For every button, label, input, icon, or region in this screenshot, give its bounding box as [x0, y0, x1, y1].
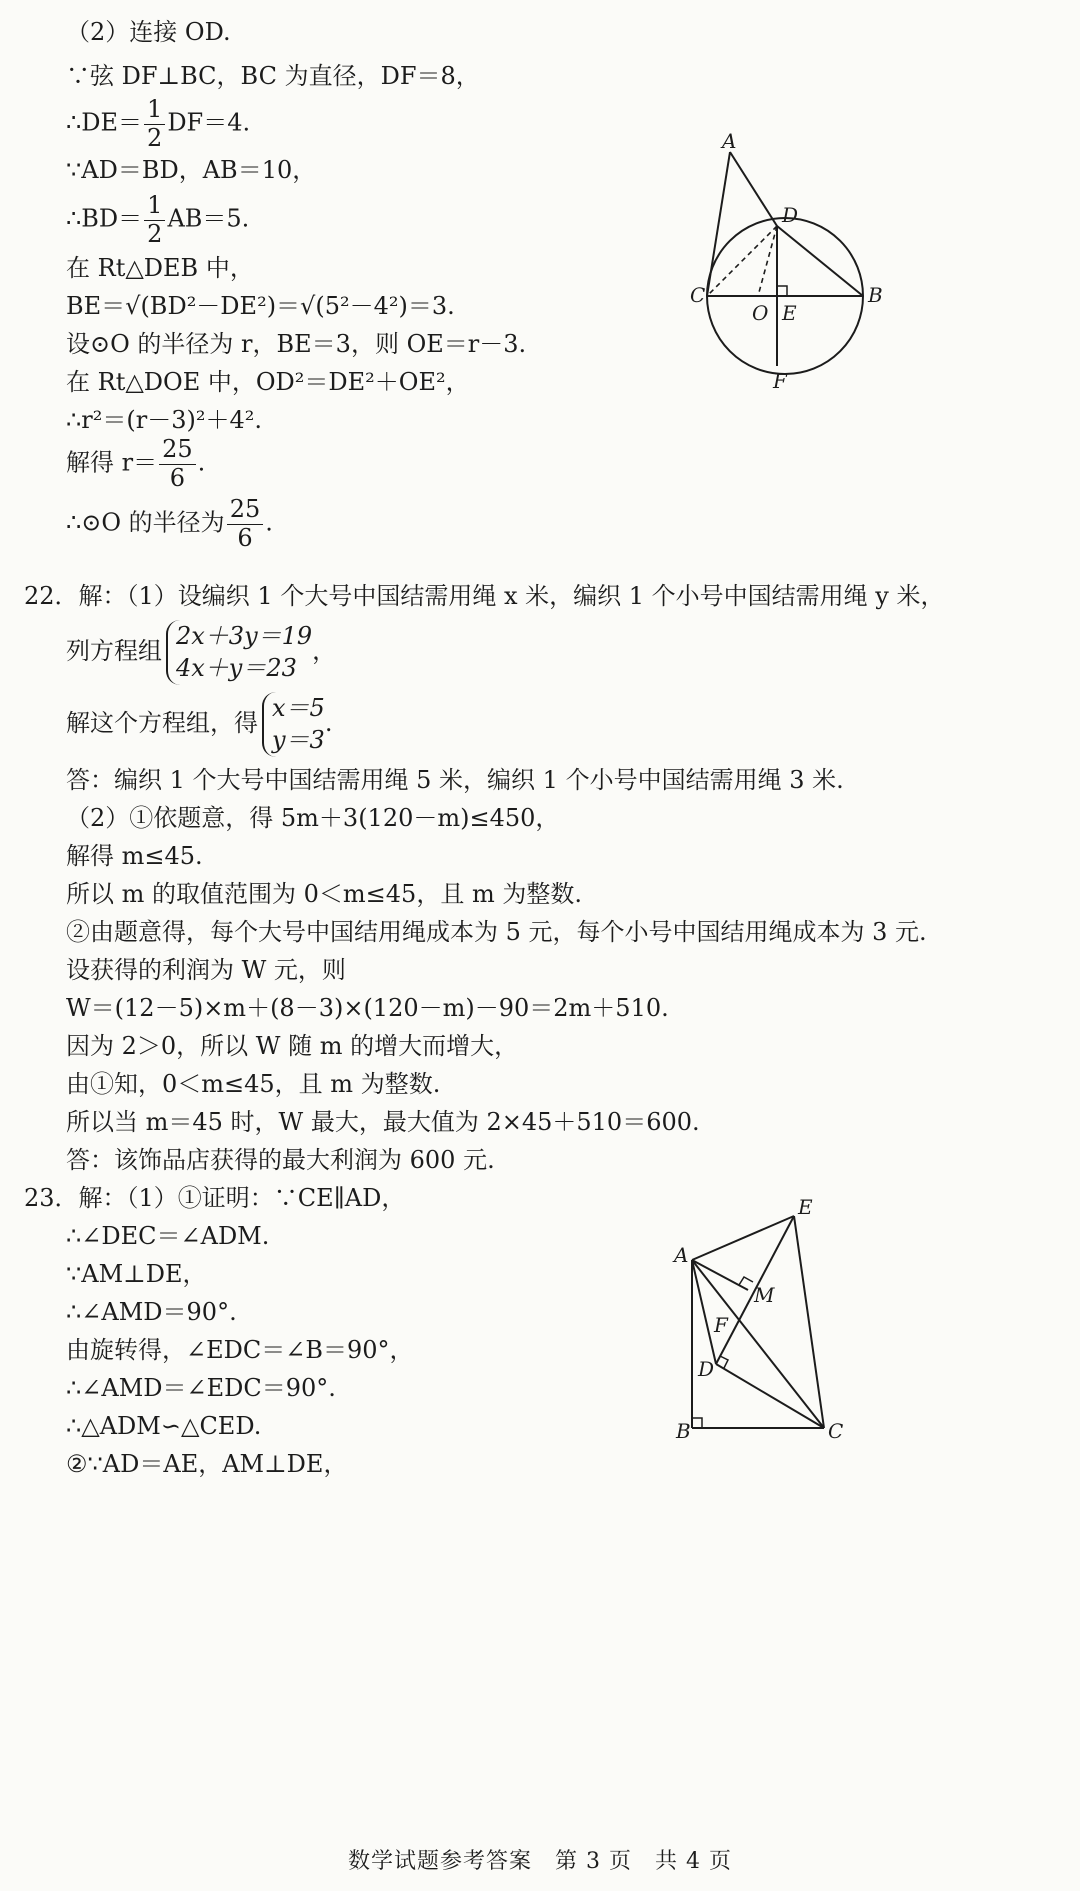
q22-line-10: W＝(12－5)×m＋(8－3)×(120－m)－90＝2m＋510. — [66, 994, 669, 1022]
page-footer: 数学试题参考答案 第 3 页 共 4 页 — [348, 1849, 732, 1874]
q21-line-12-post: . — [265, 508, 273, 537]
q22-line-3 — [66, 692, 332, 757]
q21-line-11-pre: 解得 r＝ — [66, 448, 158, 477]
fraction — [144, 192, 165, 248]
fraction-numerator: 1 — [144, 96, 165, 125]
circle-figure — [660, 129, 883, 400]
segment-ae — [692, 1216, 794, 1260]
q23-line-3: ∵AM⊥DE， — [66, 1260, 207, 1288]
q21-line-12 — [66, 496, 273, 552]
label-a: A — [722, 129, 737, 153]
fraction-denominator: 2 — [147, 219, 163, 248]
solution-2: y＝3 — [272, 726, 325, 755]
q22-line-2 — [66, 620, 336, 685]
equation-1: 2x＋3y＝19 — [176, 622, 313, 650]
q21-line-9: 在 Rt△DOE 中，OD²＝DE²＋OE²， — [66, 368, 470, 396]
q23-line-2: ∴∠DEC＝∠ADM. — [66, 1222, 270, 1250]
segment-ad — [730, 152, 777, 226]
q21-line-11 — [66, 436, 205, 492]
label-d: D — [698, 1357, 715, 1381]
q22-line-9: 设获得的利润为 W 元，则 — [66, 956, 346, 984]
label-b: B — [868, 283, 883, 307]
label-b: B — [676, 1419, 691, 1443]
right-angle-mark — [777, 286, 787, 296]
q21-line-10: ∴r²＝(r－3)²＋4². — [66, 406, 262, 434]
label-f: F — [714, 1313, 728, 1337]
fraction-denominator: 6 — [169, 463, 186, 492]
q23-line-4: ∴∠AMD＝90°. — [66, 1298, 237, 1326]
q23-line-6: ∴∠AMD＝∠EDC＝90°. — [66, 1374, 336, 1402]
fraction — [227, 496, 264, 552]
q23-line-1: 23．解：（1）①证明：∵CE∥AD， — [24, 1184, 406, 1212]
q21-line-2: ∵弦 DF⊥BC，BC 为直径，DF＝8， — [66, 62, 480, 90]
label-a: A — [674, 1243, 689, 1267]
q22-line-4: 答：编织 1 个大号中国结需用绳 5 米，编织 1 个小号中国结需用绳 3 米. — [66, 766, 844, 794]
q21-line-3 — [66, 96, 250, 152]
q21-line-5-post: AB＝5. — [167, 204, 250, 233]
q22-line-2-pre: 列方程组 — [66, 636, 162, 665]
segment-dc — [716, 1364, 824, 1428]
q22-line-5: （2）①依题意，得 5m＋3(120－m)≤450， — [66, 804, 560, 832]
q22-line-14: 答：该饰品店获得的最大利润为 600 元. — [66, 1146, 495, 1174]
label-d: D — [782, 203, 799, 227]
equation-system — [166, 620, 312, 685]
q21-line-12-pre: ∴⊙O 的半径为 — [66, 508, 225, 537]
q22-line-6: 解得 m≤45. — [66, 842, 203, 870]
q21-line-5-pre: ∴BD＝ — [66, 204, 143, 233]
q22-line-2-post: ， — [312, 636, 337, 665]
q21-line-3-pre: ∴DE＝ — [66, 108, 143, 137]
fraction-numerator: 25 — [227, 496, 264, 525]
label-m: M — [754, 1283, 775, 1307]
q21-line-3-post: DF＝4. — [167, 108, 251, 137]
fraction-numerator: 25 — [159, 436, 196, 465]
q21-line-1: （2）连接 OD. — [66, 18, 231, 46]
q23-line-5: 由旋转得，∠EDC＝∠B＝90°， — [66, 1336, 414, 1364]
q22-line-11: 因为 2＞0，所以 W 随 m 的增大而增大， — [66, 1032, 519, 1060]
quadrilateral-figure — [660, 1195, 900, 1460]
q22-line-7: 所以 m 的取值范围为 0＜m≤45，且 m 为整数. — [66, 880, 582, 908]
label-f: F — [773, 369, 787, 393]
q21-line-8: 设⊙O 的半径为 r，BE＝3，则 OE＝r－3. — [66, 330, 527, 358]
q22-line-12: 由①知，0＜m≤45，且 m 为整数. — [66, 1070, 441, 1098]
equation-2: 4x＋y＝23 — [176, 654, 297, 683]
right-angle-mark-b — [692, 1418, 702, 1428]
label-e: E — [798, 1195, 813, 1219]
right-angle-mark-m — [739, 1277, 753, 1285]
label-o: O — [752, 301, 769, 325]
fraction — [144, 96, 165, 152]
q21-line-5 — [66, 192, 249, 248]
label-c: C — [690, 283, 706, 307]
label-c: C — [828, 1419, 844, 1443]
fraction-denominator: 2 — [147, 123, 163, 152]
q21-line-4: ∵AD＝BD，AB＝10， — [66, 156, 317, 184]
solution-1: x＝5 — [272, 694, 325, 722]
fraction-denominator: 6 — [237, 523, 253, 552]
q21-line-7: BE＝√(BD²－DE²)＝√(5²－4²)＝3. — [66, 292, 455, 320]
q21-line-6: 在 Rt△DEB 中， — [66, 254, 254, 282]
q22-line-8: ②由题意得，每个大号中国结用绳成本为 5 元，每个小号中国结用绳成本为 3 元. — [66, 918, 927, 946]
segment-am — [692, 1260, 748, 1290]
q22-line-3-pre: 解这个方程组，得 — [66, 708, 258, 737]
fraction — [159, 436, 196, 492]
q23-line-8: ②∵AD＝AE，AM⊥DE， — [66, 1450, 348, 1478]
q21-line-11-post: . — [197, 448, 206, 477]
segment-ac — [707, 152, 730, 296]
q23-line-7: ∴△ADM∽△CED. — [66, 1412, 262, 1440]
label-e: E — [782, 301, 797, 325]
solution-system — [262, 692, 325, 757]
q22-line-1: 22．解：（1）设编织 1 个大号中国结需用绳 x 米，编织 1 个小号中国结需用绳 y 米， — [24, 582, 945, 610]
q22-line-13: 所以当 m＝45 时，W 最大，最大值为 2×45＋510＝600. — [66, 1108, 700, 1136]
segment-db — [777, 226, 863, 296]
fraction-numerator: 1 — [144, 192, 165, 221]
q22-line-3-post: . — [324, 708, 333, 737]
segment-do-dashed — [758, 226, 777, 296]
